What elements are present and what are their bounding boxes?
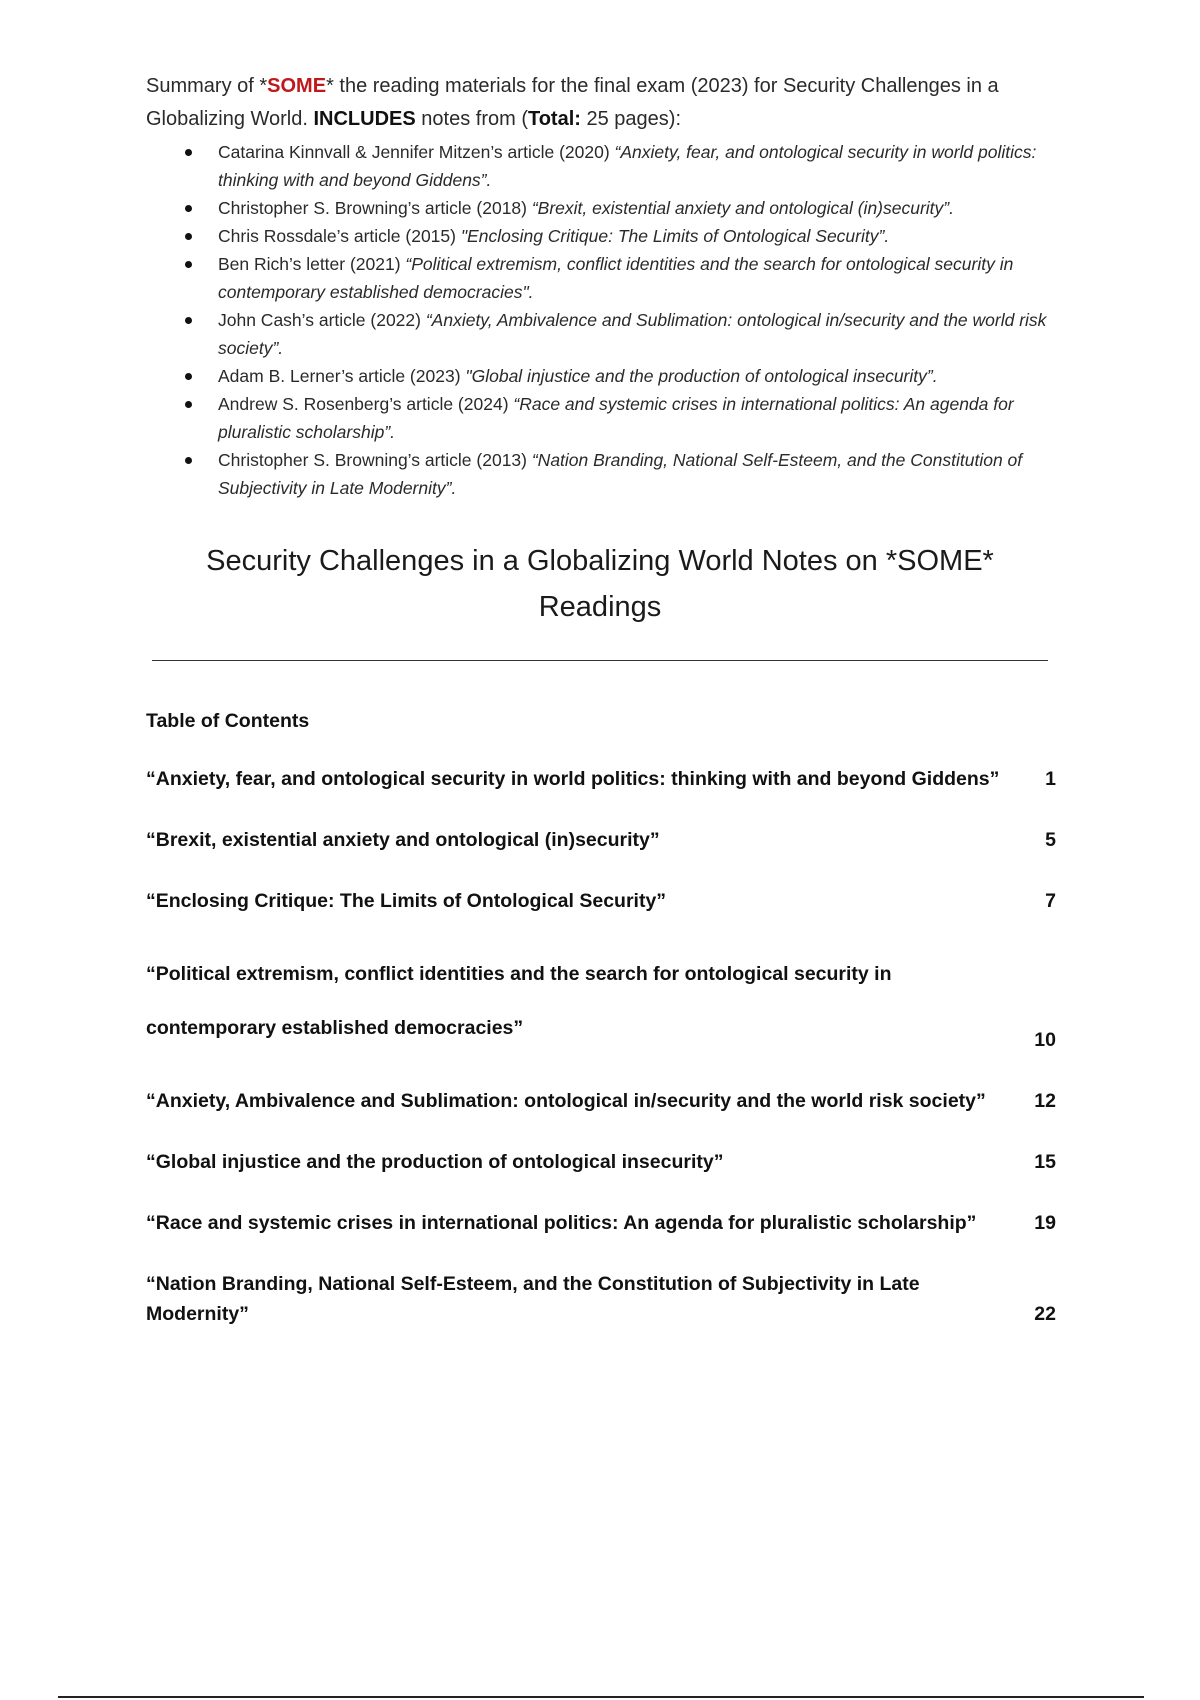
toc-entry-title[interactable]: “Political extremism, conflict identities and the search for ontological security in contemporary established democracies” bbox=[146, 963, 892, 1039]
intro-total-label: Total: bbox=[527, 108, 581, 130]
intro-some-emphasis: SOME bbox=[267, 75, 327, 97]
toc-entry[interactable] bbox=[146, 1147, 1056, 1177]
page-bottom-divider bbox=[58, 1696, 1144, 1698]
reading-item bbox=[218, 138, 1066, 194]
reading-author: Ben Rich’s letter (2021) bbox=[218, 254, 406, 274]
toc-entry-title[interactable]: “Brexit, existential anxiety and ontological (in)security” bbox=[146, 829, 660, 851]
reading-author: Adam B. Lerner’s article (2023) bbox=[218, 366, 466, 386]
reading-author: Chris Rossdale’s article (2015) bbox=[218, 226, 461, 246]
intro-text-3: notes from ( bbox=[415, 108, 528, 130]
toc-entry-title[interactable]: “Enclosing Critique: The Limits of Ontological Security” bbox=[146, 890, 667, 912]
readings-list bbox=[146, 138, 1066, 502]
toc-entry-page: 1 bbox=[1045, 768, 1056, 790]
reading-author: Andrew S. Rosenberg’s article (2024) bbox=[218, 394, 514, 414]
reading-title: “Brexit, existential anxiety and ontological (in)security”. bbox=[531, 198, 954, 218]
reading-item bbox=[218, 194, 1066, 222]
reading-title: "Enclosing Critique: The Limits of Ontological Security”. bbox=[460, 226, 890, 246]
reading-title: “Nation Branding, National Self-Esteem, and the Constitution of Subjectivity in Late Modernity”. bbox=[218, 450, 1023, 498]
toc-entry-page: 7 bbox=[1045, 890, 1056, 912]
table-of-contents bbox=[146, 764, 1056, 1360]
reading-item bbox=[218, 306, 1066, 362]
reading-item bbox=[218, 446, 1066, 502]
toc-entry-title[interactable]: “Nation Branding, National Self-Esteem, and the Constitution of Subjectivity in Late Modernity” bbox=[146, 1273, 920, 1325]
intro-includes-label: INCLUDES bbox=[313, 108, 416, 130]
intro-text-4: 25 pages): bbox=[580, 108, 682, 130]
reading-item bbox=[218, 390, 1066, 446]
toc-entry-page: 15 bbox=[1034, 1151, 1056, 1173]
reading-title: “Anxiety, fear, and ontological security in world politics: thinking with and beyond Giddens”. bbox=[218, 142, 1037, 190]
toc-entry-page: 22 bbox=[1034, 1303, 1056, 1325]
document-title: Security Challenges in a Globalizing World Notes on *SOME* Readings bbox=[206, 545, 994, 623]
toc-entry[interactable] bbox=[146, 764, 1056, 794]
reading-title: “Political extremism, conflict identities and the search for ontological security in contemporary established democracies". bbox=[218, 254, 1014, 302]
reading-author: Christopher S. Browning’s article (2013) bbox=[218, 450, 532, 470]
reading-title: “Race and systemic crises in international politics: An agenda for pluralistic scholarship”. bbox=[218, 394, 1014, 442]
reading-item bbox=[218, 362, 1066, 390]
title-divider bbox=[152, 660, 1048, 661]
toc-entry[interactable] bbox=[146, 1269, 1056, 1329]
toc-entry-page: 5 bbox=[1045, 829, 1056, 851]
reading-author: Catarina Kinnvall & Jennifer Mitzen’s article (2020) bbox=[218, 142, 615, 162]
intro-text-1: Summary of * bbox=[146, 75, 268, 97]
toc-heading: Table of Contents bbox=[146, 710, 310, 732]
intro-paragraph bbox=[146, 70, 1066, 136]
intro-text-2: * the reading materials for the final exam (2023) for Security Challenges in a Globalizing World. bbox=[146, 75, 999, 130]
reading-title: "Global injustice and the production of ontological insecurity”. bbox=[465, 366, 938, 386]
toc-entry[interactable] bbox=[146, 886, 1056, 916]
reading-author: Christopher S. Browning’s article (2018) bbox=[218, 198, 532, 218]
intro-summary bbox=[146, 70, 1066, 502]
toc-entry-title[interactable]: “Anxiety, fear, and ontological security in world politics: thinking with and beyond Giddens” bbox=[146, 768, 1000, 790]
toc-entry[interactable] bbox=[146, 1086, 1056, 1116]
toc-entry[interactable] bbox=[146, 1208, 1056, 1238]
toc-entry-title[interactable]: “Anxiety, Ambivalence and Sublimation: ontological in/security and the world risk society” bbox=[146, 1090, 986, 1112]
reading-item bbox=[218, 222, 1066, 250]
toc-entry-page: 12 bbox=[1034, 1090, 1056, 1112]
toc-entry-title[interactable]: “Race and systemic crises in international politics: An agenda for pluralistic scholarship” bbox=[146, 1212, 977, 1234]
toc-entry[interactable] bbox=[146, 825, 1056, 855]
toc-entry[interactable] bbox=[146, 947, 1056, 1055]
toc-entry-title[interactable]: “Global injustice and the production of ontological insecurity” bbox=[146, 1151, 724, 1173]
reading-title: “Anxiety, Ambivalence and Sublimation: ontological in/security and the world risk society”. bbox=[218, 310, 1047, 358]
reading-item bbox=[218, 250, 1066, 306]
reading-author: John Cash’s article (2022) bbox=[218, 310, 426, 330]
toc-entry-page: 19 bbox=[1034, 1212, 1056, 1234]
toc-entry-page: 10 bbox=[1034, 1029, 1056, 1051]
